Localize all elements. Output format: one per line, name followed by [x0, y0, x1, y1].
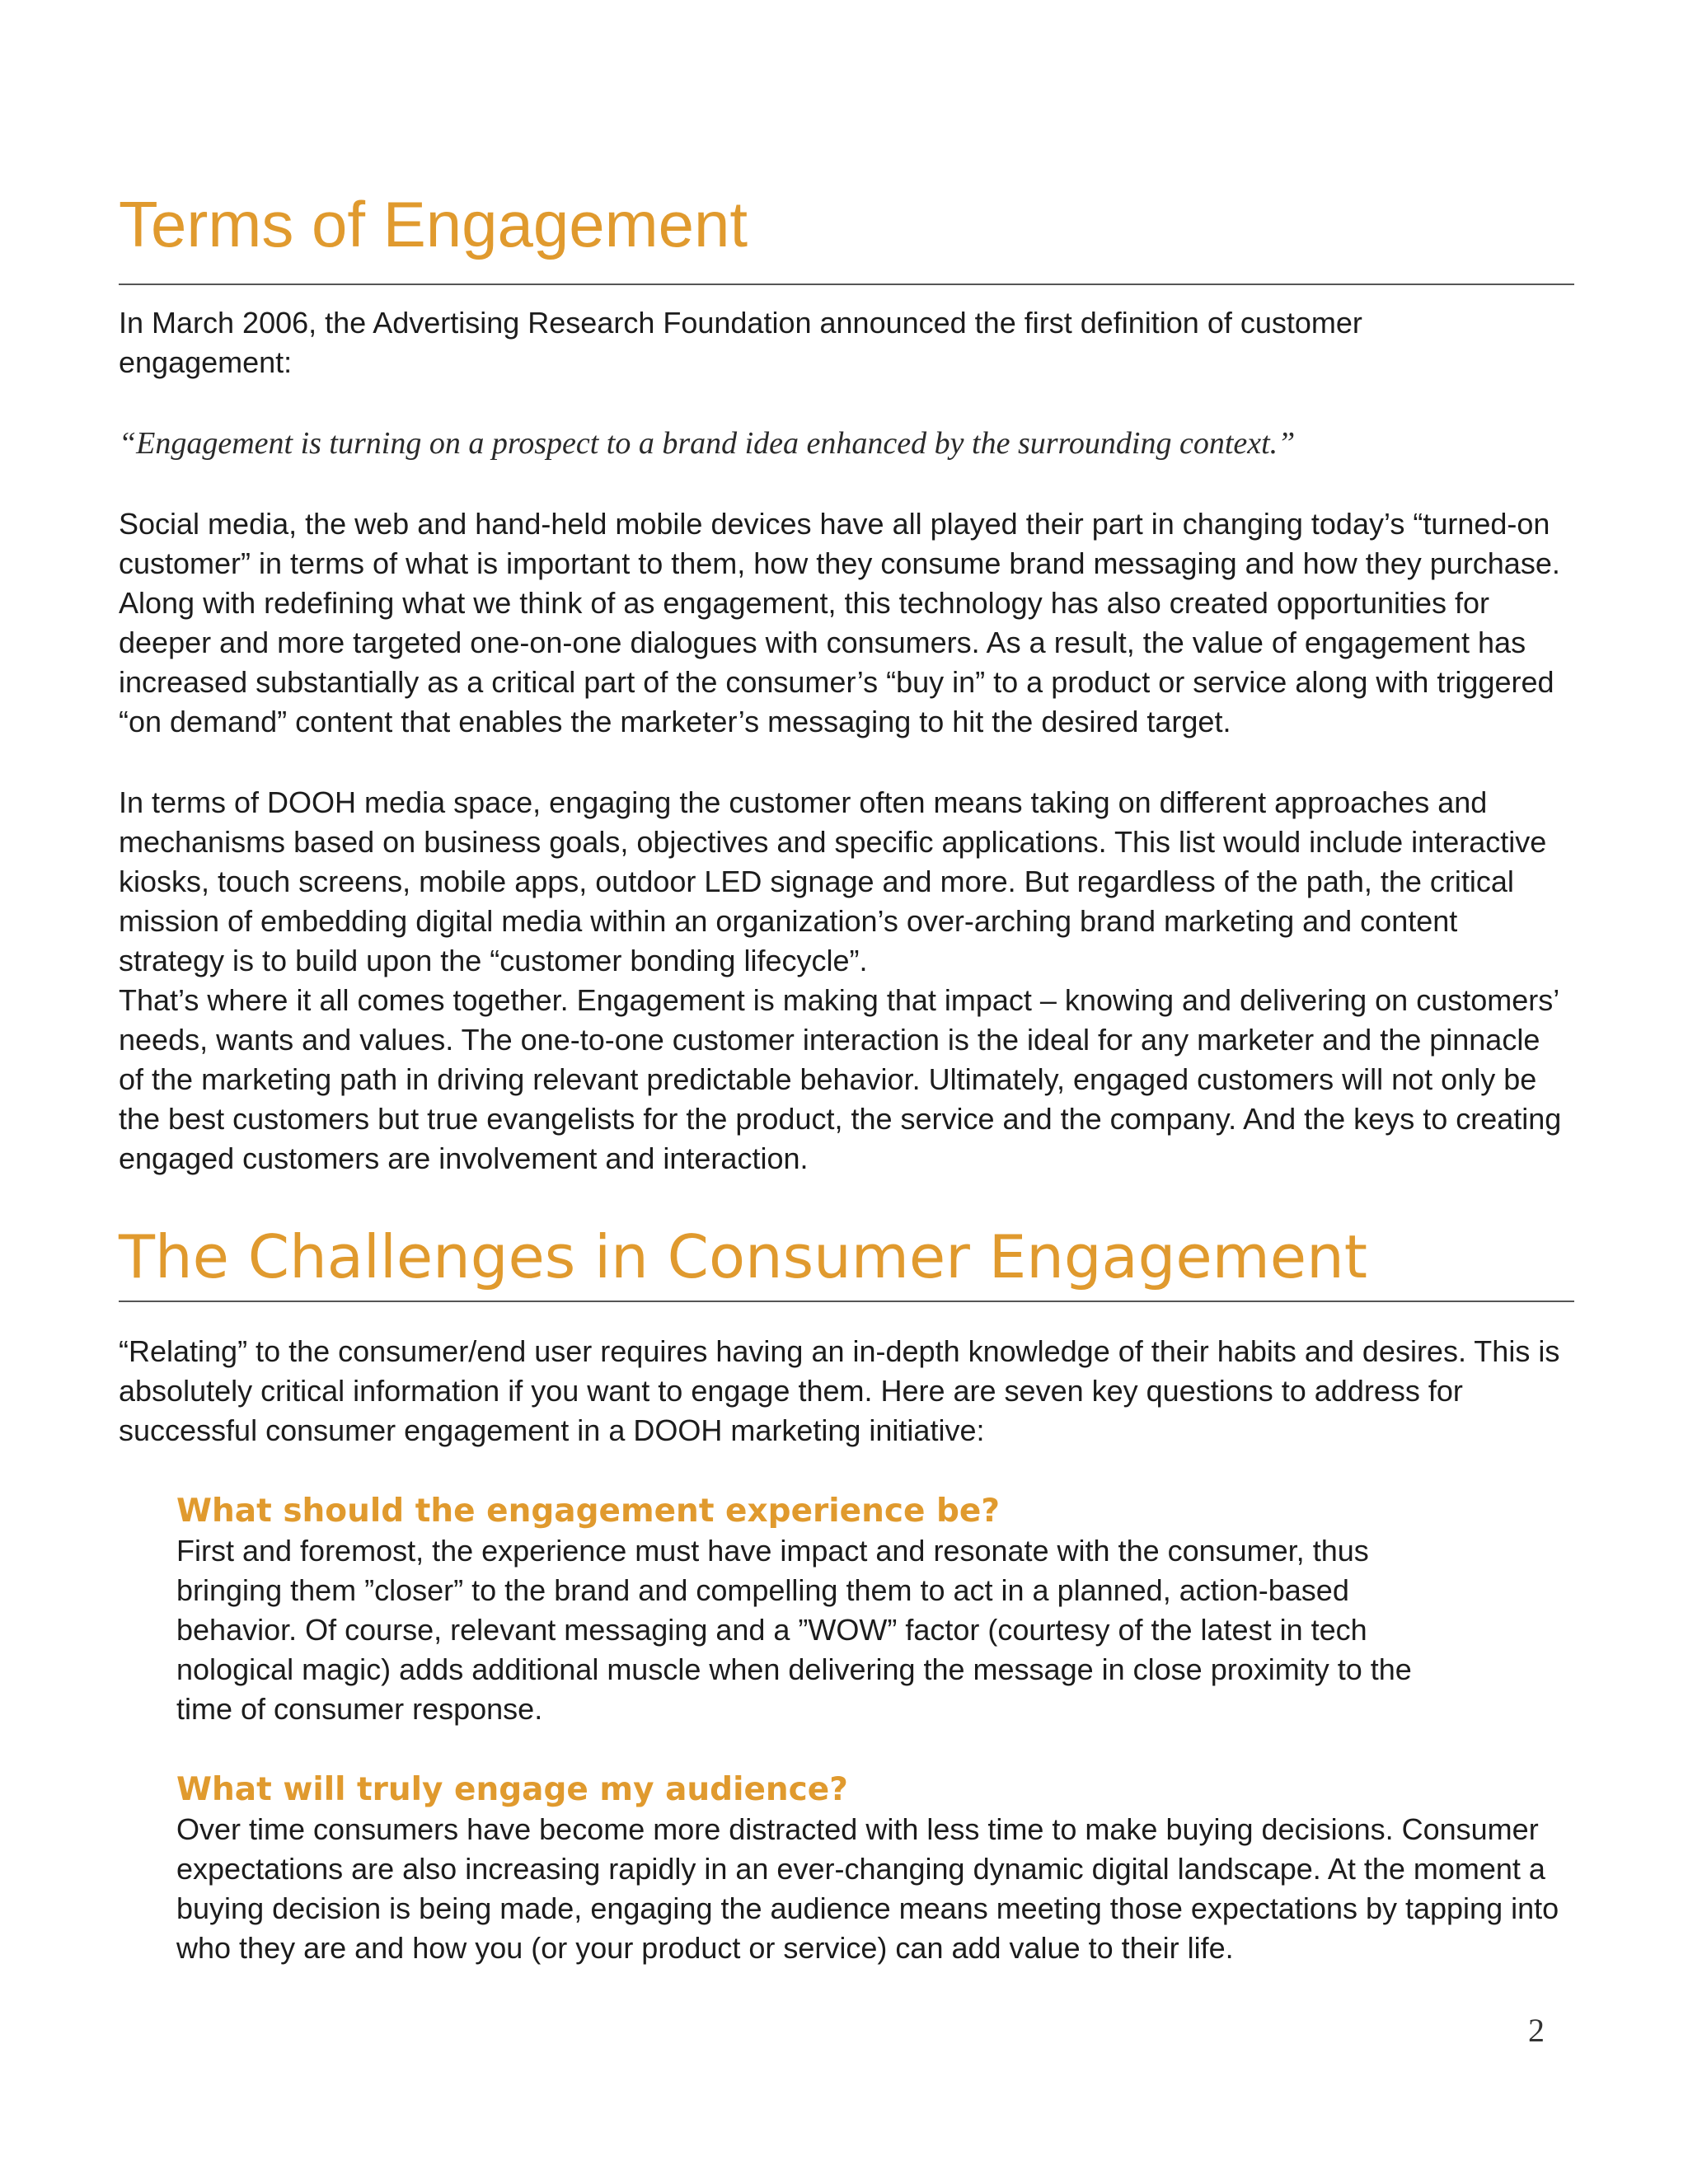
question-1-heading: What should the engagement experience be? [176, 1493, 1000, 1530]
heading-rule-2 [119, 1301, 1574, 1302]
question-2-body: Over time consumers have become more distracted with less time to make buying decisions. Consumer expectations are also increasing rapidly in an ever-changing dynamic digital landscape. At the moment a buying decision is being made, engaging the audience means meeting those expectations by tapping into who they are and how you (or your product or service) can add value to their life. [176, 1812, 1559, 1965]
intro-paragraph: In March 2006, the Advertising Research Foundation announced the first definition of customer engagement: [119, 306, 1362, 379]
question-2-heading: What will truly engage my audience? [176, 1771, 848, 1808]
question-1-body: First and foremost, the experience must have impact and resonate with the consumer, thus bringing them ”closer” to the brand and compelling them to act in a planned, action-based behavior. Of course, relevant messaging and a ”WOW” factor (courtesy of the latest in tech nological magic) adds additional muscle when delivering the message in close proximity to the time of consumer response. [176, 1534, 1412, 1726]
body-paragraph-2: In terms of DOOH media space, engaging the customer often means taking on different approaches and mechanisms based on business goals, objectives and specific applications. This list would include interactive kiosks, touch screens, mobile apps, outdoor LED signage and more. But regardless of the path, the critical mission of embedding digital media within an organization’s over-arching brand marketing and content strategy is to build upon the “customer bonding lifecycle”. [119, 785, 1547, 977]
heading-rule [119, 284, 1574, 285]
body-paragraph-1: Social media, the web and hand-held mobile devices have all played their part in changing today’s “turned-on customer” in terms of what is important to them, how they consume brand messaging and how they purchase. Along with redefining what we think of as engagement, this technology has also created opportunities for deeper and more targeted one-on-one dialogues with consumers. As a result, the value of engagement has increased substantially as a critical part of the consumer’s “buy in” to a product or service along with triggered “on demand” content that enables the marketer’s messaging to hit the desired target. [119, 507, 1560, 738]
challenges-intro-paragraph: “Relating” to the consumer/end user requires having an in-depth knowledge of their habits and desires. This is absolutely critical information if you want to engage them. Here are seven key questions to address for successful consumer engagement in a DOOH marketing initiative: [119, 1334, 1560, 1447]
section-heading-challenges: The Challenges in Consumer Engagement [119, 1222, 1367, 1291]
page-number: 2 [1528, 2012, 1545, 2049]
definition-quote: “Engagement is turning on a prospect to a brand idea enhanced by the surrounding context.” [119, 426, 1296, 461]
body-paragraph-3: That’s where it all comes together. Engagement is making that impact – knowing and delivering on customers’ needs, wants and values. The one-to-one customer interaction is the ideal for any marketer and the pinnacle of the marketing path in driving relevant predictable behavior. Ultimately, engaged customers will not only be the best customers but true evangelists for the product, the service and the company. And the keys to creating engaged customers are involvement and interaction. [119, 983, 1562, 1175]
section-heading-terms-of-engagement: Terms of Engagement [119, 188, 748, 260]
